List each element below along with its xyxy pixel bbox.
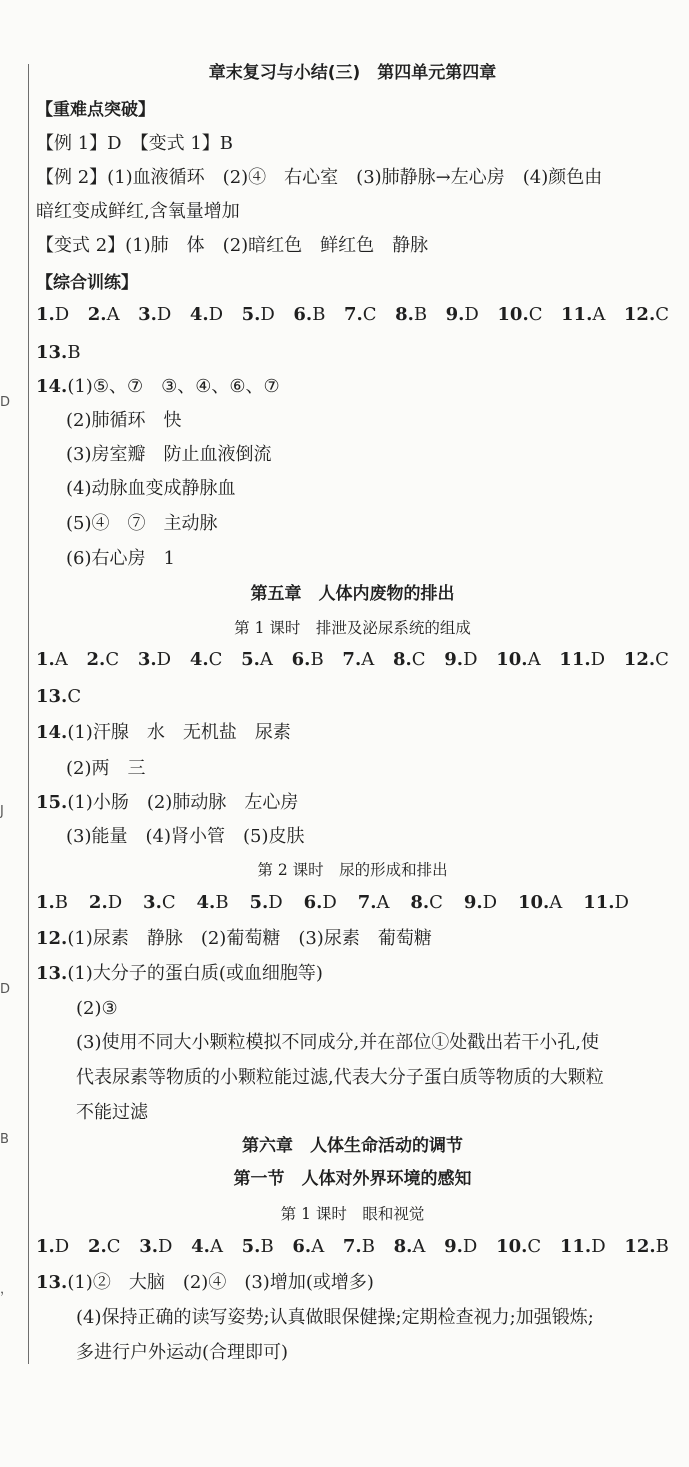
mc-answer: 7.B bbox=[342, 1236, 375, 1257]
mc-answer: 2.D bbox=[88, 892, 123, 913]
q13-line-2: (4)保持正确的读写姿势;认真做眼保健操;定期检查视力;加强锻炼; bbox=[76, 1307, 594, 1328]
mc-answer: 8.C bbox=[410, 892, 443, 913]
mc-answer: 4.C bbox=[189, 649, 223, 670]
mc-answer: 2.C bbox=[87, 1236, 121, 1257]
mc-answer: 7.C bbox=[343, 304, 377, 325]
margin-mark: D bbox=[0, 395, 11, 410]
margin-mark: B bbox=[0, 1132, 9, 1147]
q13-line-2: (2)③ bbox=[76, 998, 118, 1019]
mc-answer: 7.A bbox=[342, 649, 375, 670]
example-2-line-2: 暗红变成鲜红,含氧量增加 bbox=[36, 201, 240, 222]
mc-answer: 3.D bbox=[139, 1236, 173, 1257]
mc-answers-row bbox=[36, 302, 669, 328]
mc-answer: 2.C bbox=[86, 649, 120, 670]
mc-answer: 12.B bbox=[624, 1236, 669, 1257]
mc-answer: 8.C bbox=[392, 649, 426, 670]
q13-line-3: (3)使用不同大小颗粒模拟不同成分,并在部位①处戳出若干小孔,使 bbox=[76, 1032, 599, 1053]
mc-answer: 9.D bbox=[463, 892, 498, 913]
q14-line-1: 14.(1)汗腺 水 无机盐 尿素 bbox=[36, 722, 291, 743]
chapter-6-lesson-1: 第 1 课时 眼和视觉 bbox=[280, 1205, 425, 1223]
example-2-line-1: 【例 2】(1)血液循环 (2)④ 右心室 (3)肺静脉→左心房 (4)颜色由 bbox=[36, 167, 603, 188]
mc-answer: 4.D bbox=[189, 304, 224, 325]
mc-answers-row bbox=[36, 647, 669, 673]
q13-line-5: 不能过滤 bbox=[76, 1102, 148, 1123]
mc-answer: 10.A bbox=[517, 892, 563, 913]
mc-answer: 8.A bbox=[393, 1236, 426, 1257]
mc-answer: 5.D bbox=[241, 304, 275, 325]
q13-line-4: 代表尿素等物质的小颗粒能过滤,代表大分子蛋白质等物质的大颗粒 bbox=[76, 1067, 604, 1088]
q13-answer: 13.B bbox=[36, 342, 81, 363]
mc-answer: 11.D bbox=[559, 1236, 606, 1257]
chapter-5-lesson-2: 第 2 课时 尿的形成和排出 bbox=[257, 861, 448, 879]
mc-answer: 9.D bbox=[444, 649, 478, 670]
mc-answer: 6.B bbox=[291, 649, 324, 670]
mc-answer: 1.B bbox=[36, 892, 69, 913]
variant-2: 【变式 2】(1)肺 体 (2)暗红色 鲜红色 静脉 bbox=[36, 235, 429, 256]
q14-line-6: (6)右心房 1 bbox=[66, 548, 175, 569]
q13-line-1: 13.(1)大分子的蛋白质(或血细胞等) bbox=[36, 963, 323, 984]
mc-answer: 10.C bbox=[496, 1236, 542, 1257]
q13-answer: 13.C bbox=[36, 686, 82, 707]
mc-answer: 6.B bbox=[293, 304, 326, 325]
mc-answer: 1.D bbox=[36, 304, 70, 325]
q14-line-4: (4)动脉血变成静脉血 bbox=[66, 478, 236, 499]
mc-answer: 12.C bbox=[623, 304, 669, 325]
mc-answer: 1.D bbox=[36, 1236, 70, 1257]
q15-line-2: (3)能量 (4)肾小管 (5)皮肤 bbox=[66, 826, 305, 847]
mc-answer: 4.B bbox=[196, 892, 229, 913]
q15-line-1: 15.(1)小肠 (2)肺动脉 左心房 bbox=[36, 792, 299, 813]
q14-line-3: (3)房室瓣 防止血液倒流 bbox=[66, 444, 272, 465]
q14-line-2: (2)肺循环 快 bbox=[66, 410, 182, 431]
zonghe-label: 【综合训练】 bbox=[36, 273, 138, 293]
chapter-5-lesson-1: 第 1 课时 排泄及泌尿系统的组成 bbox=[234, 619, 471, 637]
mc-answer: 9.D bbox=[445, 304, 479, 325]
q13-line-3: 多进行户外运动(合理即可) bbox=[76, 1342, 289, 1363]
q14-line-5: (5)④ ⑦ 主动脉 bbox=[66, 513, 218, 534]
example-1: 【例 1】D 【变式 1】B bbox=[36, 133, 234, 154]
mc-answer: 11.A bbox=[561, 304, 606, 325]
mc-answer: 5.A bbox=[241, 649, 273, 670]
mc-answers-row bbox=[36, 1234, 669, 1260]
mc-answer: 6.A bbox=[292, 1236, 325, 1257]
mc-answer: 8.B bbox=[395, 304, 428, 325]
mc-answers-row bbox=[36, 890, 629, 916]
mc-answer: 1.A bbox=[36, 649, 68, 670]
zhongnan-label: 【重难点突破】 bbox=[36, 100, 155, 120]
chapter-6-section-1: 第一节 人体对外界环境的感知 bbox=[233, 1169, 472, 1189]
mc-answer: 2.A bbox=[87, 304, 120, 325]
margin-mark: D bbox=[0, 982, 11, 997]
q14-line-1: 14.(1)⑤、⑦ ③、④、⑥、⑦ bbox=[36, 376, 280, 397]
mc-answer: 3.C bbox=[143, 892, 176, 913]
mc-answer: 3.D bbox=[138, 304, 172, 325]
mc-answer: 11.D bbox=[583, 892, 629, 913]
mc-answer: 6.D bbox=[303, 892, 337, 913]
mc-answer: 5.B bbox=[241, 1236, 274, 1257]
margin-mark: J bbox=[0, 804, 4, 819]
chapter-5-title: 第五章 人体内废物的排出 bbox=[250, 584, 455, 604]
mc-answer: 3.D bbox=[137, 649, 172, 670]
mc-answer: 10.C bbox=[497, 304, 543, 325]
chapter-6-title: 第六章 人体生命活动的调节 bbox=[242, 1136, 463, 1156]
mc-answer: 4.A bbox=[191, 1236, 223, 1257]
mc-answer: 11.D bbox=[559, 649, 606, 670]
q14-line-2: (2)两 三 bbox=[66, 758, 146, 779]
mc-answer: 7.A bbox=[357, 892, 390, 913]
q12-answer: 12.(1)尿素 静脉 (2)葡萄糖 (3)尿素 葡萄糖 bbox=[36, 928, 432, 949]
q13-line-1: 13.(1)② 大脑 (2)④ (3)增加(或增多) bbox=[36, 1272, 374, 1293]
mc-answer: 5.D bbox=[249, 892, 283, 913]
section-title: 章末复习与小结(三) 第四单元第四章 bbox=[208, 63, 497, 83]
mc-answer: 9.D bbox=[444, 1236, 478, 1257]
mc-answer: 10.A bbox=[496, 649, 541, 670]
mc-answer: 12.C bbox=[623, 649, 669, 670]
margin-mark: ， bbox=[0, 1282, 14, 1297]
